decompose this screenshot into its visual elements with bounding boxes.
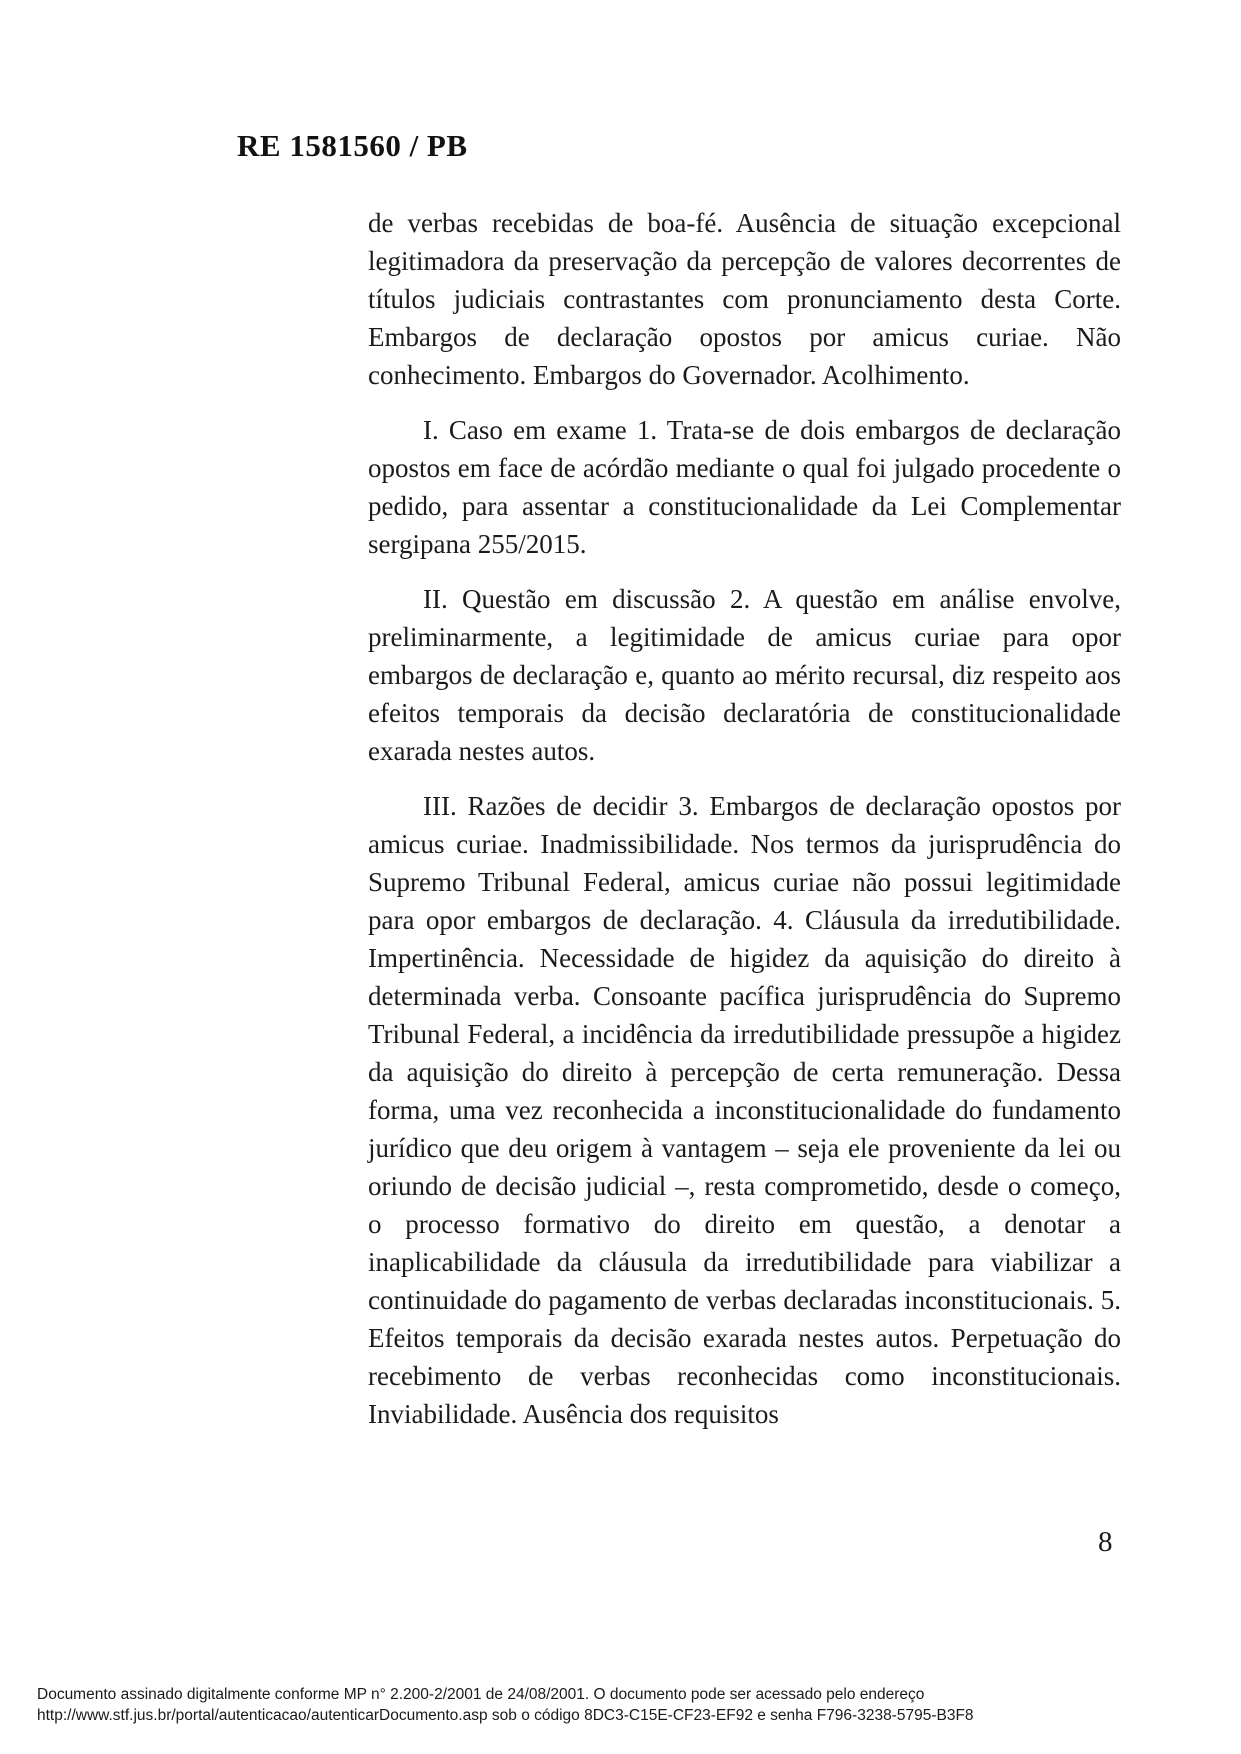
signature-footer	[37, 1684, 997, 1726]
page-number: 8	[1098, 1526, 1113, 1558]
ementa-paragraph-razoes-de-decidir: III. Razões de decidir 3. Embargos de declaração opostos por amicus curiae. Inadmissibilidade. Nos termos da jurisprudência do Supremo Tribunal Federal, amicus curiae não possui legitimidade para opor embargos de declaração. 4. Cláusula da irredutibilidade. Impertinência. Necessidade de higidez da aquisição do direito à determinada verba. Consoante pacífica jurisprudência do Supremo Tribunal Federal, a incidência da irredutibilidade pressupõe a higidez da aquisição do direito à percepção de certa remuneração. Dessa forma, uma vez reconhecida a inconstitucionalidade do fundamento jurídico que deu origem à vantagem – seja ele proveniente da lei ou oriundo de decisão judicial –, resta comprometido, desde o começo, o processo formativo do direito em questão, a denotar a inaplicabilidade da cláusula da irredutibilidade para viabilizar a continuidade do pagamento de verbas declaradas inconstitucionais. 5. Efeitos temporais da decisão exarada nestes autos. Perpetuação do recebimento de verbas reconhecidas como inconstitucionais. Inviabilidade. Ausência dos requisitos	[368, 791, 1121, 1429]
ementa-paragraph-questao-em-discussao: II. Questão em discussão 2. A questão em análise envolve, preliminarmente, a legitimidade de amicus curiae para opor embargos de declaração e, quanto ao mérito recursal, diz respeito aos efeitos temporais da decisão declaratória de constitucionalidade exarada nestes autos.	[368, 584, 1121, 766]
footer-authentication-line: http://www.stf.jus.br/portal/autenticacao/autenticarDocumento.asp sob o código 8DC3-C15E-CF23-EF92 e senha F796-3238-5795-B3F8	[37, 1707, 974, 1724]
ementa-paragraph-continuation: de verbas recebidas de boa-fé. Ausência de situação excepcional legitimadora da preservação da percepção de valores decorrentes de títulos judiciais contrastantes com pronunciamento desta Corte. Embargos de declaração opostos por amicus curiae. Não conhecimento. Embargos do Governador. Acolhimento.	[368, 208, 1121, 390]
case-number-heading: RE 1581560 / PB	[237, 128, 468, 163]
ementa-paragraph-caso-em-exame: I. Caso em exame 1. Trata-se de dois embargos de declaração opostos em face de acórdão mediante o qual foi julgado procedente o pedido, para assentar a constitucionalidade da Lei Complementar sergipana 255/2015.	[368, 415, 1121, 559]
footer-signature-line: Documento assinado digitalmente conforme MP n° 2.200-2/2001 de 24/08/2001. O documento pode ser acessado pelo endereço	[37, 1686, 925, 1703]
ementa-text-block	[368, 204, 1121, 1450]
